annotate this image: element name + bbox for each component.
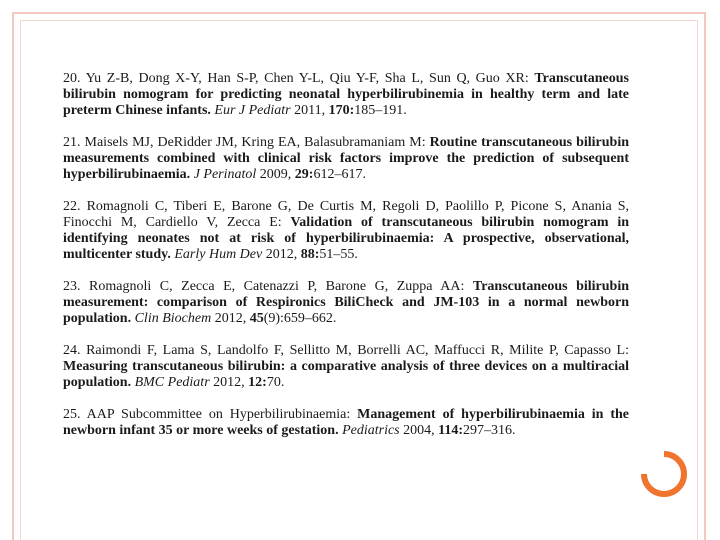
reference-25 bbox=[63, 407, 629, 439]
reference-number: 21. bbox=[63, 135, 81, 150]
reference-number: 23. bbox=[63, 279, 81, 294]
reference-journal: J Perinatol bbox=[193, 167, 257, 182]
reference-authors: AAP Subcommittee on Hyperbilirubinaemia: bbox=[86, 407, 351, 422]
reference-pages: 297–316. bbox=[463, 423, 516, 438]
reference-journal: Eur J Pediatr bbox=[214, 103, 291, 118]
reference-21 bbox=[63, 135, 629, 183]
reference-authors: Romagnoli C, Tiberi E, Barone G, De Curtis M, Regoli D, Paolillo P, Picone S, Anania S, Finocchi M, Cardiello V, Zecca E: bbox=[63, 199, 630, 230]
reference-title: Transcutaneous bilirubin nomogram for predicting neonatal hyperbilirubinemia in healthy term and late preterm Chinese infants. bbox=[63, 71, 630, 118]
reference-22 bbox=[63, 199, 629, 263]
reference-year: 2011, bbox=[294, 103, 326, 118]
reference-volume: 170: bbox=[328, 103, 355, 118]
reference-pages: 185–191. bbox=[354, 103, 407, 118]
reference-journal: Pediatrics bbox=[342, 423, 400, 438]
reference-authors: Yu Z-B, Dong X-Y, Han S-P, Chen Y-L, Qiu Y-F, Sha L, Sun Q, Guo XR: bbox=[85, 71, 529, 86]
reference-year: 2012, bbox=[214, 311, 247, 326]
reference-journal: Clin Biochem bbox=[134, 311, 212, 326]
reference-volume: 114: bbox=[438, 423, 464, 438]
accent-arc bbox=[644, 454, 684, 494]
reference-year: 2009, bbox=[259, 167, 292, 182]
reference-pages: 612–617. bbox=[313, 167, 366, 182]
reference-number: 25. bbox=[63, 407, 81, 422]
reference-24 bbox=[63, 343, 629, 391]
reference-list bbox=[63, 71, 629, 455]
decorative-circle-icon bbox=[641, 451, 687, 497]
reference-title: Routine transcutaneous bilirubin measurements combined with clinical risk factors improve the prediction of subsequent hyperbilirubinaemia. bbox=[63, 135, 630, 182]
reference-pages: 659–662. bbox=[283, 311, 337, 326]
reference-volume: 45 bbox=[249, 311, 264, 326]
reference-title: Measuring transcutaneous bilirubin: a comparative analysis of three devices on a multiracial population. bbox=[63, 359, 629, 390]
reference-23 bbox=[63, 279, 629, 327]
reference-title: Management of hyperbilirubinaemia in the newborn infant 35 or more weeks of gestation. bbox=[63, 407, 629, 438]
reference-year: 2012, bbox=[213, 375, 245, 390]
reference-volume: 88: bbox=[300, 247, 320, 262]
reference-title: Validation of transcutaneous bilirubin nomogram in identifying neonates not at risk of hyperbilirubinaemia: A prospective, observational, multicenter study. bbox=[63, 215, 629, 262]
reference-20 bbox=[63, 71, 629, 119]
reference-year: 2004, bbox=[403, 423, 435, 438]
reference-pages: 51–55. bbox=[319, 247, 358, 262]
reference-year: 2012, bbox=[265, 247, 298, 262]
reference-number: 22. bbox=[63, 199, 81, 214]
reference-journal: BMC Pediatr bbox=[134, 375, 210, 390]
reference-authors: Maisels MJ, DeRidder JM, Kring EA, Balasubramaniam M: bbox=[84, 135, 426, 150]
reference-volume: 29: bbox=[294, 167, 314, 182]
reference-number: 20. bbox=[63, 71, 81, 86]
reference-journal: Early Hum Dev bbox=[174, 247, 263, 262]
reference-volume: 12: bbox=[248, 375, 267, 390]
reference-title: Transcutaneous bilirubin measurement: comparison of Respironics BiliCheck and JM-103 in a normal newborn population. bbox=[63, 279, 629, 326]
reference-authors: Romagnoli C, Zecca E, Catenazzi P, Barone G, Zuppa AA: bbox=[89, 279, 465, 294]
reference-number: 24. bbox=[63, 343, 81, 358]
reference-authors: Raimondi F, Lama S, Landolfo F, Sellitto M, Borrelli AC, Maffucci R, Milite P, Capasso L: bbox=[86, 343, 629, 358]
reference-issue: (9): bbox=[263, 311, 284, 326]
reference-pages: 70. bbox=[266, 375, 285, 390]
